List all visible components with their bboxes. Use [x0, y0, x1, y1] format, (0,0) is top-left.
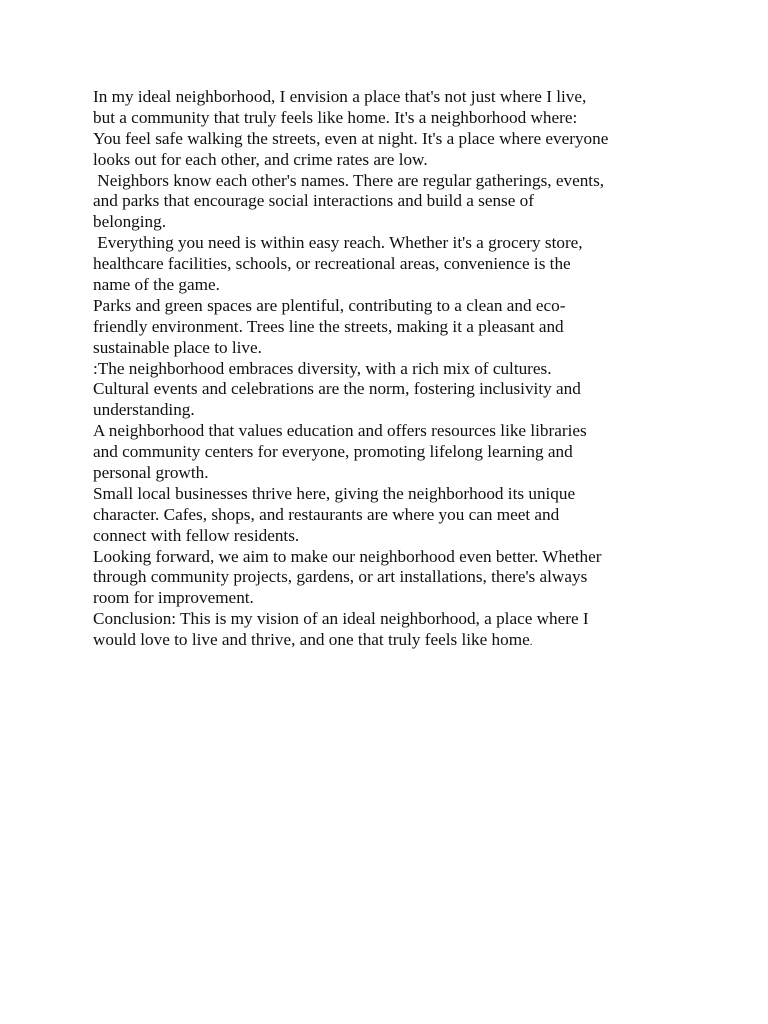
- text-line: connect with fellow residents.: [93, 525, 300, 545]
- text-line: Parks and green spaces are plentiful, contributing to a clean and eco-: [93, 295, 566, 315]
- text-line: Looking forward, we aim to make our neighborhood even better. Whether: [93, 546, 602, 566]
- text-line: Small local businesses thrive here, giving the neighborhood its unique: [93, 483, 576, 503]
- text-line: looks out for each other, and crime rates are low.: [93, 149, 428, 169]
- final-text: would love to live and thrive, and one that truly feels like home: [93, 630, 530, 650]
- final-period: .: [529, 636, 533, 649]
- text-line: and parks that encourage social interactions and build a sense of: [93, 191, 534, 211]
- essay-text: [93, 87, 693, 651]
- text-line: Cultural events and celebrations are the norm, fostering inclusivity and: [93, 379, 581, 399]
- text-line: belonging.: [93, 212, 167, 232]
- text-line: character. Cafes, shops, and restaurants are where you can meet and: [93, 504, 560, 524]
- text-line: through community projects, gardens, or art installations, there's always: [93, 567, 588, 587]
- text-line: personal growth.: [93, 463, 209, 483]
- text-line: but a community that truly feels like home. It's a neighborhood where:: [93, 107, 578, 127]
- text-line: sustainable place to live.: [93, 337, 262, 357]
- text-line: :The neighborhood embraces diversity, with a rich mix of cultures.: [93, 358, 552, 378]
- text-line: healthcare facilities, schools, or recreational areas, convenience is the: [93, 254, 571, 274]
- text-line: Conclusion: This is my vision of an ideal neighborhood, a place where I: [93, 609, 589, 629]
- text-line: In my ideal neighborhood, I envision a place that's not just where I live,: [93, 87, 587, 106]
- text-line: friendly environment. Trees line the streets, making it a pleasant and: [93, 316, 564, 336]
- text-line: Neighbors know each other's names. There are regular gatherings, events,: [93, 170, 605, 190]
- text-line: You feel safe walking the streets, even at night. It's a place where everyone: [93, 128, 609, 148]
- text-line: understanding.: [93, 400, 195, 420]
- text-line: A neighborhood that values education and offers resources like libraries: [93, 421, 587, 441]
- text-line: Everything you need is within easy reach. Whether it's a grocery store,: [93, 233, 583, 253]
- text-line: name of the game.: [93, 275, 220, 295]
- text-line: room for improvement.: [93, 588, 254, 608]
- final-text-line: [93, 630, 693, 651]
- text-line: and community centers for everyone, promoting lifelong learning and: [93, 442, 573, 462]
